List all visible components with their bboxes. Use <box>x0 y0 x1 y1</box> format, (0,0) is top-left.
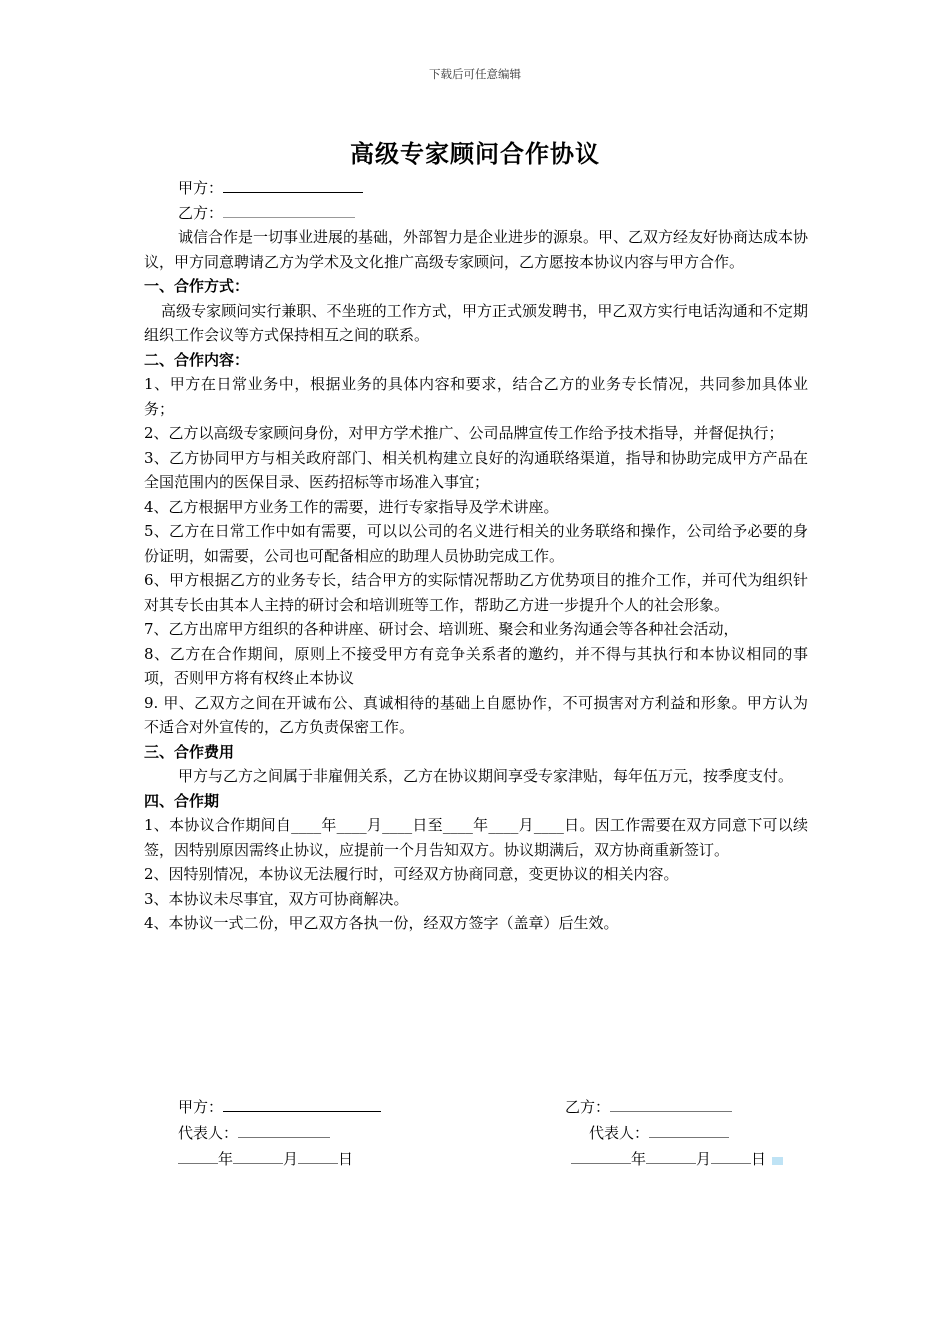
sig-date-a-year-blank <box>178 1149 218 1164</box>
sig-date-b-year-blank <box>571 1149 631 1164</box>
sig-date-a-day: 日 <box>338 1150 354 1168</box>
sig-rep-a-label: 代表人： <box>178 1124 239 1142</box>
sig-date-b-month: 月 <box>696 1150 712 1168</box>
sig-party-a <box>178 1096 381 1117</box>
sig-rep-b <box>589 1122 729 1143</box>
sig-date-a-day-blank <box>298 1149 338 1164</box>
party-a-blank <box>223 177 363 193</box>
section-2-item: 8、乙方在合作期间，原则上不接受甲方有竞争关系者的邀约，并不得与其执行和本协议相同的事项，否则甲方将有权终止本协议 <box>144 644 808 687</box>
section-4-item: 3、本协议未尽事宜，双方可协商解决。 <box>144 889 409 908</box>
sig-party-b <box>565 1096 732 1117</box>
sig-rep-a-blank <box>238 1123 330 1138</box>
section-2-item: 2、乙方以高级专家顾问身份，对甲方学术推广、公司品牌宣传工作给予技术指导，并督促执行； <box>144 424 784 442</box>
sig-date-b-month-blank <box>646 1149 696 1164</box>
section-3-text: 甲方与乙方之间属于非雇佣关系，乙方在协议期间享受专家津贴，每年伍万元，按季度支付。 <box>178 767 794 785</box>
section-2-item: 6、甲方根据乙方的业务专长，结合甲方的实际情况帮助乙方优势项目的推介工作，并可代为组织针对其专长由其本人主持的研讨会和培训班等工作，帮助乙方进一步提升个人的社会形象。 <box>144 571 808 614</box>
sig-party-b-blank <box>610 1097 732 1112</box>
document-title: 高级专家顾问合作协议 <box>350 139 600 168</box>
section-2-item: 4、乙方根据甲方业务工作的需要，进行专家指导及学术讲座。 <box>144 497 559 516</box>
party-b-line <box>144 201 808 226</box>
sig-date-b-year: 年 <box>631 1150 647 1168</box>
section-1-text: 高级专家顾问实行兼职、不坐班的工作方式，甲方正式颁发聘书，甲乙双方实行电话沟通和不定期组织工作会议等方式保持相互之间的联系。 <box>144 301 808 344</box>
document-body <box>144 176 808 936</box>
section-2-item: 7、乙方出席甲方组织的各种讲座、研讨会、培训班、聚会和业务沟通会等各种社会活动， <box>144 620 739 638</box>
section-2-item: 1、甲方在日常业务中，根据业务的具体内容和要求，结合乙方的业务专长情况，共同参加具体业务； <box>144 375 808 418</box>
party-b-blank <box>223 202 355 218</box>
section-2-title: 二、合作内容： <box>144 350 250 369</box>
section-4-item: 2、因特别情况，本协议无法履行时，可经双方协商同意，变更协议的相关内容。 <box>144 865 679 883</box>
party-a-label: 甲方： <box>178 179 224 197</box>
page-header: 下载后可任意编辑 <box>429 67 521 81</box>
sig-date-a <box>178 1148 353 1169</box>
sig-date-b <box>571 1148 766 1169</box>
sig-date-b-day: 日 <box>751 1150 767 1168</box>
sig-date-a-year: 年 <box>218 1150 234 1168</box>
sig-rep-a <box>178 1122 330 1143</box>
section-3-title: 三、合作费用 <box>144 742 235 761</box>
section-4-item: 4、本协议一式二份，甲乙双方各执一份，经双方签字（盖章）后生效。 <box>144 914 619 932</box>
section-2-item: 5、乙方在日常工作中如有需要，可以以公司的名义进行相关的业务联络和操作，公司给予必要的身份证明，如需要，公司也可配备相应的助理人员协助完成工作。 <box>144 522 808 565</box>
sig-party-a-label: 甲方： <box>178 1098 224 1116</box>
sig-party-a-blank <box>223 1097 381 1112</box>
section-2-item: 9. 甲、乙双方之间在开诚布公、真诚相待的基础上自愿协作，不可损害对方利益和形象。甲方认为不适合对外宣传的，乙方负责保密工作。 <box>144 693 808 736</box>
section-4-title: 四、合作期 <box>144 791 220 810</box>
section-4-item: 1、本协议合作期间自____年____月____日至____年____月____日。因工作需要在双方同意下可以续签，因特别原因需终止协议，应提前一个月告知双方。协议期满后，双方协商重新签订。 <box>144 816 808 859</box>
sig-rep-b-blank <box>649 1123 729 1138</box>
sig-rep-b-label: 代表人： <box>589 1124 650 1142</box>
sig-date-b-day-blank <box>711 1149 751 1164</box>
party-b-label: 乙方： <box>178 203 224 222</box>
section-1-title: 一、合作方式： <box>144 277 250 295</box>
sig-date-a-month: 月 <box>283 1150 299 1168</box>
section-2-item: 3、乙方协同甲方与相关政府部门、相关机构建立良好的沟通联络渠道，指导和协助完成甲方产品在全国范围内的医保目录、医药招标等市场准入事宜； <box>144 448 808 491</box>
party-a-line <box>144 176 808 201</box>
selection-mark <box>772 1157 783 1165</box>
sig-date-a-month-blank <box>233 1149 283 1164</box>
intro-paragraph: 诚信合作是一切事业进展的基础，外部智力是企业进步的源泉。甲、乙双方经友好协商达成本协议，甲方同意聘请乙方为学术及文化推广高级专家顾问，乙方愿按本协议内容与甲方合作。 <box>144 228 809 271</box>
sig-party-b-label: 乙方： <box>565 1098 611 1116</box>
